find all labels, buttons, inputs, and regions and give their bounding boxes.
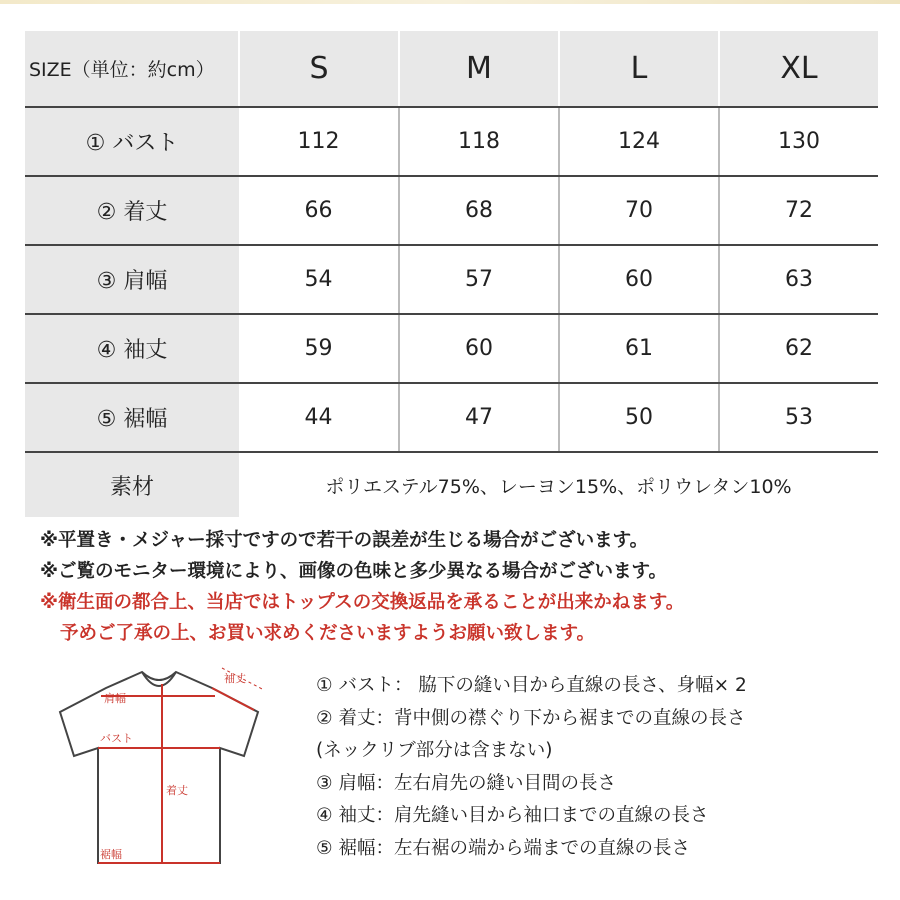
size-unit-header: SIZE（単位：約cm）	[25, 31, 239, 107]
desc-hem: ⑤ 裾幅：左右裾の端から端までの直線の長さ	[316, 837, 690, 859]
table-cell: 44	[239, 383, 399, 452]
table-cell: 47	[399, 383, 559, 452]
table-row-sleeve	[25, 314, 878, 383]
tshirt-diagram	[44, 660, 274, 880]
sleeve-measure-line	[212, 688, 254, 710]
row-label: ⑤ 裾幅	[25, 383, 239, 452]
table-row-shoulder	[25, 245, 878, 314]
notes-block	[40, 525, 880, 649]
row-label: ③ 肩幅	[25, 245, 239, 314]
sleeve-label: 袖丈	[224, 672, 246, 685]
size-s-header: S	[239, 31, 399, 107]
table-cell: 62	[719, 314, 878, 383]
material-label: 素材	[25, 452, 239, 517]
table-row-hem	[25, 383, 878, 452]
row-label: ② 着丈	[25, 176, 239, 245]
desc-length-note: (ネックリブ部分は含まない)	[316, 740, 553, 761]
table-cell: 59	[239, 314, 399, 383]
table-cell: 53	[719, 383, 878, 452]
table-cell: 124	[559, 107, 719, 176]
table-cell: 70	[559, 176, 719, 245]
note-return-policy: ※衛生面の都合上、当店ではトップスの交換返品を承ることが出来かねます。	[40, 592, 685, 613]
desc-bust: ① バスト： 脇下の縫い目から直線の長さ、身幅× 2	[316, 675, 747, 696]
shoulder-label: 肩幅	[104, 692, 126, 705]
table-cell: 57	[399, 245, 559, 314]
bust-label: バスト	[100, 732, 133, 745]
measurement-descriptions	[316, 670, 876, 865]
size-l-header: L	[559, 31, 719, 107]
tshirt-outline	[60, 672, 258, 863]
table-cell: 118	[399, 107, 559, 176]
size-table	[25, 31, 878, 517]
table-cell: 63	[719, 245, 878, 314]
table-cell: 50	[559, 383, 719, 452]
table-cell: 60	[399, 314, 559, 383]
table-header-row	[25, 31, 878, 107]
table-cell: 72	[719, 176, 878, 245]
desc-length: ② 着丈：背中側の襟ぐり下から裾までの直線の長さ	[316, 707, 746, 729]
row-label: ① バスト	[25, 107, 239, 176]
size-xl-header: XL	[719, 31, 878, 107]
table-cell: 54	[239, 245, 399, 314]
table-cell: 61	[559, 314, 719, 383]
note-acknowledge: 予めご了承の上、お買い求めくださいますようお願い致します。	[60, 623, 596, 644]
top-decor-bar	[0, 0, 900, 4]
row-label: ④ 袖丈	[25, 314, 239, 383]
desc-sleeve: ④ 袖丈：肩先縫い目から袖口までの直線の長さ	[316, 805, 709, 826]
table-cell: 66	[239, 176, 399, 245]
table-row-length	[25, 176, 878, 245]
table-cell: 60	[559, 245, 719, 314]
hem-label: 裾幅	[100, 848, 122, 861]
length-label: 着丈	[166, 784, 188, 797]
table-cell: 112	[239, 107, 399, 176]
table-row-material	[25, 452, 878, 517]
table-row-bust	[25, 107, 878, 176]
note-monitor: ※ご覧のモニター環境により、画像の色味と多少異なる場合がございます。	[40, 561, 668, 582]
table-cell: 130	[719, 107, 878, 176]
table-cell: 68	[399, 176, 559, 245]
material-value: ポリエステル75%、レーヨン15%、ポリウレタン10%	[325, 475, 792, 498]
desc-shoulder: ③ 肩幅：左右肩先の縫い目間の長さ	[316, 772, 616, 794]
size-m-header: M	[399, 31, 559, 107]
note-measurement: ※平置き・メジャー採寸ですので若干の誤差が生じる場合がございます。	[40, 530, 649, 551]
